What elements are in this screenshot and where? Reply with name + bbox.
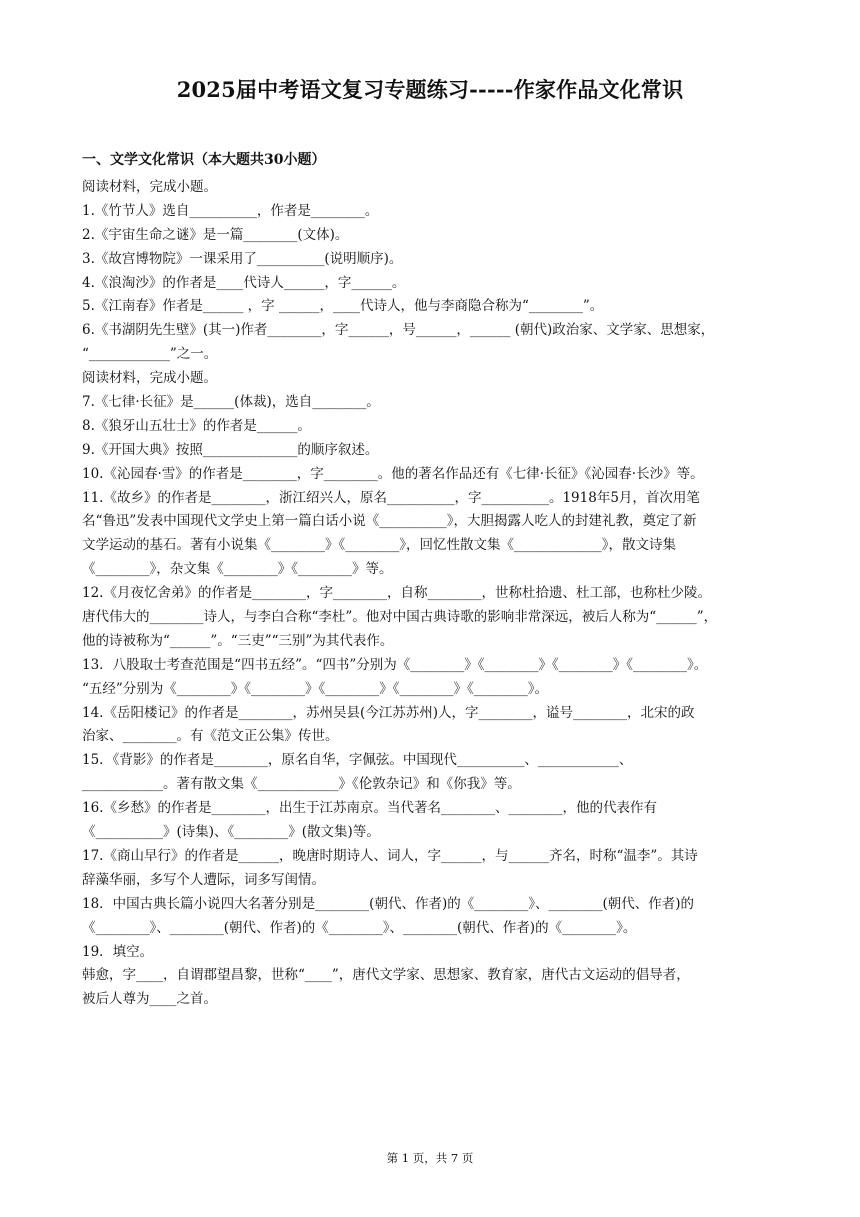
text-line: 韩愈，字____，自谓郡望昌黎，世称“____”，唐代文学家、思想家、教育家，唐代古文运动的倡导者， (82, 967, 690, 984)
text-line: 9.《开国大典》按照______________的顺序叙述。 (82, 441, 379, 458)
text-line: 《________》，杂文集《________》《________》等。 (82, 561, 393, 578)
text-line: “____________”之一。 (82, 346, 218, 363)
text-line: 唐代伟大的________诗人，与李白合称“李杜”。他对中国古典诗歌的影响非常深远，被后人称为“______”， (82, 609, 718, 626)
text-line: 治家、________。有《范文正公集》传世。 (82, 728, 339, 745)
text-line: “五经”分别为《________》《________》《________》《________》《________》。 (82, 680, 549, 697)
text-line: 6.《书湖阴先生壁》(其一)作者________，字______，号______，______ (朝代)政治家、文学家、思想家， (82, 322, 715, 339)
text-line: 他的诗被称为“______”。“三吏”“三别”为其代表作。 (82, 632, 394, 649)
text-line: ____________。著有散文集《____________》《伦敦杂记》和《你我》等。 (82, 776, 521, 793)
section-heading: 一、文学文化常识（本大题共30小题） (82, 152, 326, 168)
text-line: 1.《竹节人》选自__________，作者是________。 (82, 202, 379, 219)
text-line: 13．八股取士考查范围是“四书五经”。“四书”分别为《________》《________》《________》《________》。 (82, 656, 708, 673)
document-title: 2025届中考语文复习专题练习-----作家作品文化常识 (176, 77, 684, 102)
text-line: 4.《浪淘沙》的作者是____代诗人______，字______。 (82, 274, 406, 291)
text-line: 14.《岳阳楼记》的作者是________，苏州吴县(今江苏苏州)人，字________，谥号________，北宋的政 (82, 704, 695, 721)
text-line: 7.《七律·长征》是______(体裁)，选自________。 (82, 394, 380, 411)
text-line: 名“鲁迅”发表中国现代文学史上第一篇白话小说《__________》，大胆揭露人吃人的封建礼教，奠定了新 (82, 513, 697, 530)
text-line: 辞藻华丽，多写个人遭际，词多写闺情。 (82, 871, 325, 888)
text-line: 《__________》(诗集)、《________》(散文集)等。 (82, 824, 380, 841)
text-line: 阅读材料，完成小题。 (82, 179, 217, 195)
text-line: 被后人尊为____之首。 (82, 991, 217, 1008)
text-line: 《________》、________(朝代、作者)的《________》、________(朝代、作者)的《________》。 (82, 919, 637, 936)
page-footer: 第 1 页，共 7 页 (386, 1151, 474, 1165)
text-line: 3.《故宫博物院》一课采用了__________(说明顺序)。 (82, 250, 403, 267)
text-line: 文学运动的基石。著有小说集《________》《________》，回忆性散文集《_____________》，散文诗集 (82, 537, 676, 554)
text-line: 19．填空。 (82, 943, 154, 960)
text-line: 5.《江南春》作者是______ ，字 ______，____代诗人，他与李商隐合称为“________”。 (82, 298, 604, 315)
text-line: 15．《背影》的作者是________，原名自华，字佩弦。中国现代__________、____________、 (82, 752, 633, 769)
text-line: 11.《故乡》的作者是________，浙江绍兴人，原名__________，字__________。1918年5月，首次用笔 (82, 489, 700, 506)
text-line: 18．中国古典长篇小说四大名著分别是________(朝代、作者)的《________》、________(朝代、作者)的 (82, 895, 694, 912)
text-line: 17.《商山早行》的作者是______，晚唐时期诗人、词人，字______，与______齐名，时称“温李”。其诗 (82, 847, 698, 864)
text-line: 12.《月夜忆舍弟》的作者是________，字________，自称________，世称杜拾遗、杜工部，也称杜少陵。 (82, 585, 711, 602)
text-line: 16.《乡愁》的作者是________，出生于江苏南京。当代著名________、________，他的代表作有 (82, 800, 657, 817)
text-line: 2.《宇宙生命之谜》是一篇________(文体)。 (82, 226, 349, 243)
text-line: 阅读材料，完成小题。 (82, 370, 217, 387)
text-line: 10.《沁园春·雪》的作者是________，字________。他的著名作品还有《七律·长征》《沁园春·长沙》等。 (82, 465, 704, 482)
question-body (82, 176, 782, 1012)
text-line: 8.《狼牙山五壮士》的作者是______。 (82, 417, 311, 434)
